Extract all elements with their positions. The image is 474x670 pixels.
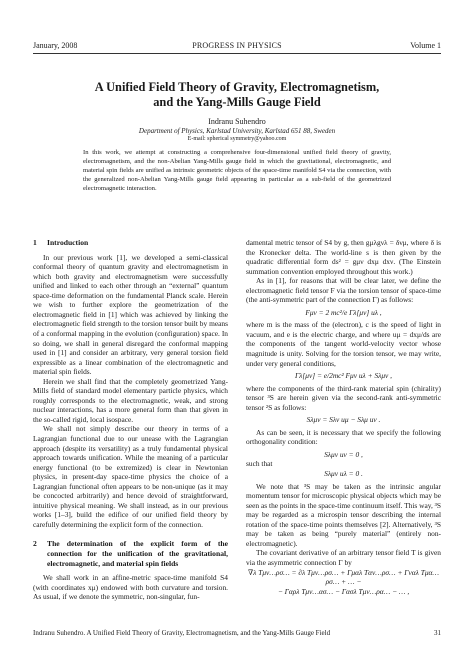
right-paragraph-5: As can be seen, it is necessary that we specify the following orthogonality condition: <box>246 427 441 447</box>
equation-text: Sλμν uλ = 0 . <box>324 469 363 479</box>
intro-paragraph-3: We shall not simply describe our theory in terms of a Lagrangian functional due to our unease with the Lagrangian approach (despite its versatility) as a truly fundamental physical approach towards unification. While the meaning of a particular energy functional (to be extremized) is clear in Newtonian physics, in present-day space-time physics the choice of a Lagrangian functional often appears to be non-unique (as it may be concocted arbitrarily) and hence devoid of straightforward, intuitive physical meaning. We shall instead, as in our previous works [1–3], build the edifice of our unified field theory by carefully determining the explicit form of the connection. <box>33 424 228 529</box>
left-column <box>33 238 228 602</box>
equation-text: ∇λ Tμν…ρσ… = ∂λ Tμν…ρσ… + Γμαλ Tαν…ρσ… + Γναλ Tμα…ρσ… + … − <box>248 567 439 587</box>
section-number: 1 <box>33 238 37 247</box>
right-paragraph-6: We note that ³S may be taken as the intrinsic angular momentum tensor for microscopic physical objects which may be seen as the points in the space-time continuum itself. This way, ³S may be regarded as a microspin tensor describing the internal rotation of the space-time points themselves [2]. Alternatively, ³S may be taken as being “purely material” (entirely non-electromagnetic). <box>246 481 441 548</box>
equation-field-tensor <box>246 308 441 318</box>
running-head <box>33 41 441 53</box>
right-paragraph-7: The covariant derivative of an arbitrary tensor field T is given via the asymmetric connection Γ by <box>246 548 441 567</box>
right-paragraph-3: where m is the mass of the (electron), c is the speed of light in vacuum, and e is the electric charge, and where uμ = dxμ/ds are the components of the tangent world-velocity vector whose magnitude is unity. Solving for the torsion tensor, we may write, under very general conditions, <box>246 320 441 368</box>
equation-covariant-derivative-2 <box>246 587 441 597</box>
section-heading-connection <box>33 539 228 568</box>
abstract: In this work, we attempt at constructing a comprehensive four-dimensional unified field theory of gravity, electromagnetism, and the non-Abelian Yang-Mills gauge field in which the gravitational, electromagnetic, and material spin fields are unified as intrinsic geometric objects of the space-time manifold S4 via the connection, with the generalized non-Abelian Yang-Mills gauge field appearing in particular as a sub-field of the geometrized electromagnetic interaction. <box>83 149 391 193</box>
equation-text: Sλμν uν = 0 , <box>324 449 363 459</box>
author-email: E-mail: spherical symmetry@yahoo.com <box>187 136 287 142</box>
section-title: Introduction <box>47 238 89 247</box>
paper-title <box>33 80 441 110</box>
right-paragraph-1: damental metric tensor of S4 by g, then gμλgνλ = δνμ, where δ is the Kronecker delta. The world-line s is then given by the quadratic differential form ds² = gμν dxμ dxν. (The Einstein summation convention employed throughout this work.) <box>246 238 441 276</box>
footer-citation: Indranu Suhendro. A Unified Field Theory of Gravity, Electromagnetism, and the Yang-Mills Gauge Field <box>33 629 331 637</box>
equation-spin-tensor <box>246 415 441 425</box>
running-head-volume: Volume 1 <box>410 41 441 50</box>
intro-paragraph-2: Herein we shall find that the completely geometrized Yang-Mills field of standard model elementary particle physics, which roughly corresponds to the electromagnetic, weak, and strong nuclear interactions, has a more general form than that given in the so-called rigid, local isospace. <box>33 376 228 424</box>
right-paragraph-4: where the components of the third-rank material spin (chirality) tensor ³S are herein given via the second-rank anti-symmetric tensor ²S as follows: <box>246 383 441 412</box>
author-name: Indranu Suhendro <box>208 117 266 126</box>
right-paragraph-2: As in [1], for reasons that will be clear later, we define the electromagnetic field tensor F via the torsion tensor of space-time (the anti-symmetric part of the connection Γ) as follows: <box>246 276 441 305</box>
equation-torsion <box>246 371 441 381</box>
paper-title-line2: and the Yang-Mills Gauge Field <box>153 95 321 109</box>
equation-text: Fμν = 2 mc²/e Γλ[μν] uλ , <box>305 307 382 317</box>
page-number: 31 <box>434 629 441 637</box>
intro-paragraph-1: In our previous work [1], we developed a semi-classical conformal theory of quantum gravity and electromagnetism in which both gravity and electromagnetism were successfully unified and linked to each other through an “external” quantum space-time deformation on the fundamental Planck scale. Herein we wish to further explore the geometrization of the electromagnetic field in [1] which was achieved by linking the electromagnetic field strength to the torsion tensor built by means of a conformal mapping in the evolution (configuration) space. In so doing, we shall in general disregard the conformal mapping used in [1] and consider an arbitrary, very general torsion field expressible as a linear combination of the electromagnetic and material spin fields. <box>33 252 228 377</box>
running-head-journal: PROGRESS IN PHYSICS <box>192 41 282 50</box>
equation-text: − Γαρλ Tμν…ασ… − Γασλ Tμν…ρα… − … , <box>277 586 410 596</box>
section-title: The determination of the explicit form of the connection for the unification of the gravitational, electromagnetic, and material spin fields <box>47 539 228 568</box>
running-head-date: January, 2008 <box>33 41 78 50</box>
section-number: 2 <box>33 539 37 549</box>
right-column <box>246 238 441 596</box>
equation-orthogonality-1 <box>246 450 441 460</box>
equation-text: Sλμν = Sλν uμ − Sλμ uν . <box>306 415 381 425</box>
paper-title-line1: A Unified Field Theory of Gravity, Electromagnetism, <box>94 80 380 94</box>
section2-paragraph-1: We shall work in an affine-metric space-time manifold S4 (with coordinates xμ) endowed with both curvature and torsion. As usual, if we denote the symmetric, non-singular, fun- <box>33 573 228 602</box>
equation-covariant-derivative-1 <box>246 568 441 587</box>
such-that-text: such that <box>246 459 273 469</box>
equation-text: Γλ[μν] = e/2mc² Fμν uλ + Sλμν , <box>294 371 393 381</box>
header-rule <box>33 53 441 54</box>
section-heading-introduction <box>33 238 228 248</box>
equation-orthogonality-2 <box>246 469 441 479</box>
author-affiliation: Department of Physics, Karlstad University, Karlstad 651 88, Sweden <box>138 127 336 135</box>
